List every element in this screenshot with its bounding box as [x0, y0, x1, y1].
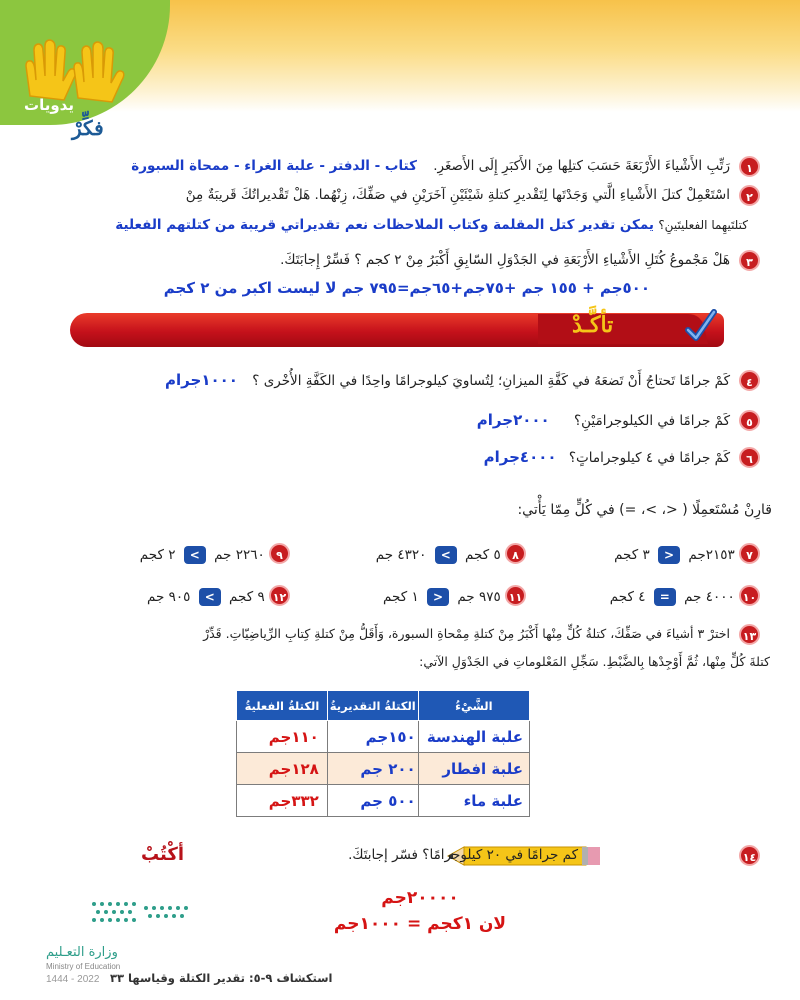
question-text: رَتِّبِ الأَشْياءَ الأَرْبَعَةَ حَسَبَ كتلِها مِنَ الأَكبَرِ إِلَى الأَصغَرِ.: [433, 158, 730, 174]
compare-item-10: [610, 585, 760, 607]
footer-page-title: استكشاف ٩-٥: تقدير الكتلة وقياسها ٣٣: [110, 971, 333, 985]
compare-symbol: <: [427, 588, 449, 606]
compare-right: ٤ كجم: [609, 589, 646, 605]
compare-left: ٢١٥٣جم: [688, 547, 735, 563]
question-text: هَلْ مَجْموعُ كُتَلِ الأَشْياءِ الأَرْبَعَةِ في الجَدْوَلِ السّابِقِ أَكْبَرُ مِنْ ٢ كجم ؟ فَسِّرْ إِجابَتَكَ.: [280, 252, 730, 268]
ministry-name-english: Ministry of Education: [46, 962, 121, 971]
question-number: ١٢: [269, 585, 290, 606]
question-2: [14, 185, 760, 205]
question-text: اسْتَعْمِلْ كتلَ الأَشْياءِ الَّتي وَجَدْتَها لِتَقْديرِ كتلةِ شَيْئَيْنِ آخَرَيْنِ في صَفِّكَ، زِنْهُما. هَلْ تَقْديراتُكَ قَريبَةٌ مِنْ: [185, 187, 730, 203]
question-5: [14, 410, 760, 431]
compare-item-7: [614, 543, 760, 565]
question-text: كتلتَيهِما الفعليتَينِ؟: [658, 218, 748, 232]
question-number: ١٤: [739, 845, 760, 866]
question-13-line-2: [14, 652, 770, 672]
table-row: [237, 753, 530, 785]
question-number: ٢: [739, 185, 760, 206]
compare-item-12: [147, 585, 290, 607]
think-heading: فكِّرْ: [72, 116, 104, 140]
answer-text: ٥٠٠جم + ١٥٥ جم +٧٥جم+٦٥جم=٧٩٥ جم لا ليست اكبر من ٢ كجم: [163, 279, 650, 297]
question-3-answer: [14, 278, 650, 299]
corner-badge: [0, 0, 170, 130]
question-number: ٣: [739, 250, 760, 271]
question-number: ٦: [739, 447, 760, 468]
answer-text: ١٠٠٠جرام: [165, 371, 238, 389]
check-banner-tab: [538, 308, 718, 350]
compare-right: ١ كجم: [383, 589, 419, 605]
compare-item-9: [140, 543, 290, 565]
question-text: كم جرامًا في ٢٠ كيلوجرامًا؟ فسّر إجابتَكَ.: [348, 847, 578, 863]
question-6: [14, 447, 760, 468]
question-text: كَمْ جرامًا تَحتاجُ أَنْ تَضعَهُ في كَفَّةِ الميزانِ؛ لِتُساويَ كيلوجرامًا واحِدًا في الكَفَّةِ الأُخْرى ؟: [252, 373, 730, 389]
table-cell: ١٢٨جم: [237, 753, 328, 785]
table-cell: علبة الهندسة: [418, 721, 529, 753]
question-number: ٤: [739, 370, 760, 391]
compare-left: ٤٠٠٠ جم: [684, 589, 735, 605]
table-cell: ١٥٠جم: [327, 721, 418, 753]
compare-item-8: [376, 543, 526, 565]
answer-text: كتاب - الدفتر - علبة الغراء - ممحاة السبورة: [131, 158, 417, 174]
question-number: ٨: [505, 543, 526, 564]
table-header-actual: الكتلةُ الفعليةُ: [237, 691, 328, 721]
compare-right: ٢ كجم: [139, 547, 176, 563]
table-cell: ٥٠٠ جم: [327, 785, 418, 817]
mass-table: [236, 690, 530, 817]
compare-symbol: =: [654, 588, 676, 606]
compare-left: ٥ كجم: [465, 547, 501, 563]
corner-label: يدويات: [24, 96, 74, 114]
footer-year: 2022 - 1444: [46, 974, 100, 985]
question-number: ١: [739, 156, 760, 177]
table-header-object: الشَّيْءُ: [418, 691, 529, 721]
ministry-logo-icon: [86, 898, 196, 928]
compare-left: ٢٢٦٠ جم: [214, 547, 265, 563]
question-text: كتلةَ كُلٍّ مِنْها، ثُمَّ أَوْجِدْها بِالضَّبْطِ. سَجِّلِ المَعْلوماتِ في الجَدْوَلِ الآتي:: [419, 654, 770, 669]
question-3: [14, 250, 760, 270]
compare-right: ٣ كجم: [614, 547, 650, 563]
question-13: [14, 624, 760, 644]
question-1: [14, 156, 760, 176]
question-number: ٥: [739, 410, 760, 431]
table-header-row: [237, 691, 530, 721]
compare-symbol: >: [435, 546, 457, 564]
question-text: كَمْ جرامًا في الكيلوجرامَيْنِ؟: [573, 413, 730, 429]
compare-symbol: <: [658, 546, 680, 564]
compare-symbol: >: [184, 546, 206, 564]
question-number: ١٠: [739, 585, 760, 606]
answer-text: يمكن تقدير كتل المقلمة وكتاب الملاحظات نعم تقديراتي قريبة من كتلتهم الفعلية: [115, 217, 655, 233]
table-cell: علبة افطار: [418, 753, 529, 785]
compare-right: ٩٠٥ جم: [147, 589, 191, 605]
question-text: اخترْ ٣ أشياءَ في صَفِّكَ، كتلةُ كُلٍّ مِنْها أَكْبَرُ مِنْ كتلةِ مِمْحاةِ السبورة، وَأَقَلُّ مِنْ كتلةِ كِتابِ الرِّياضِيّاتِ. قَدِّرْ: [203, 626, 730, 641]
compare-left: ٩٧٥ جم: [457, 589, 501, 605]
question-number: ١٣: [739, 624, 760, 645]
table-row: [237, 785, 530, 817]
compare-intro-text: قارِنْ مُسْتَعمِلًا ( <، >، =) في كُلٍّ مِمّا يَأْتي:: [517, 502, 772, 518]
table-header-estimated: الكتلةُ التقديريةُ: [327, 691, 418, 721]
question-number: ١١: [505, 585, 526, 606]
question-text: كَمْ جرامًا في ٤ كيلوجراماتٍ؟: [568, 450, 730, 466]
question-2-line-2: [14, 215, 748, 235]
question-4: [14, 370, 760, 391]
ministry-name-arabic: وزارة التعـليم: [46, 945, 118, 960]
table-cell: ٣٣٢جم: [237, 785, 328, 817]
compare-left: ٩ كجم: [229, 589, 265, 605]
check-banner-title: تأكَّـدْ: [572, 312, 614, 338]
compare-item-11: [383, 585, 526, 607]
table-cell: علبة ماء: [418, 785, 529, 817]
table-row: [237, 721, 530, 753]
answer-text: لان ١كجم = ١٠٠٠جم: [333, 914, 507, 934]
answer-text: ٢٠٠٠جرام: [476, 411, 550, 429]
answer-text: ٤٠٠٠جرام: [483, 448, 557, 466]
question-number: ٩: [269, 543, 290, 564]
compare-symbol: >: [199, 588, 221, 606]
table-cell: ٢٠٠ جم: [327, 753, 418, 785]
compare-intro: [14, 500, 772, 520]
compare-right: ٤٣٢٠ جم: [375, 547, 427, 563]
write-label: أكْتُبْ: [140, 844, 184, 865]
table-cell: ١١٠جم: [237, 721, 328, 753]
question-number: ٧: [739, 543, 760, 564]
answer-text: ٢٠٠٠٠جم: [381, 888, 459, 908]
